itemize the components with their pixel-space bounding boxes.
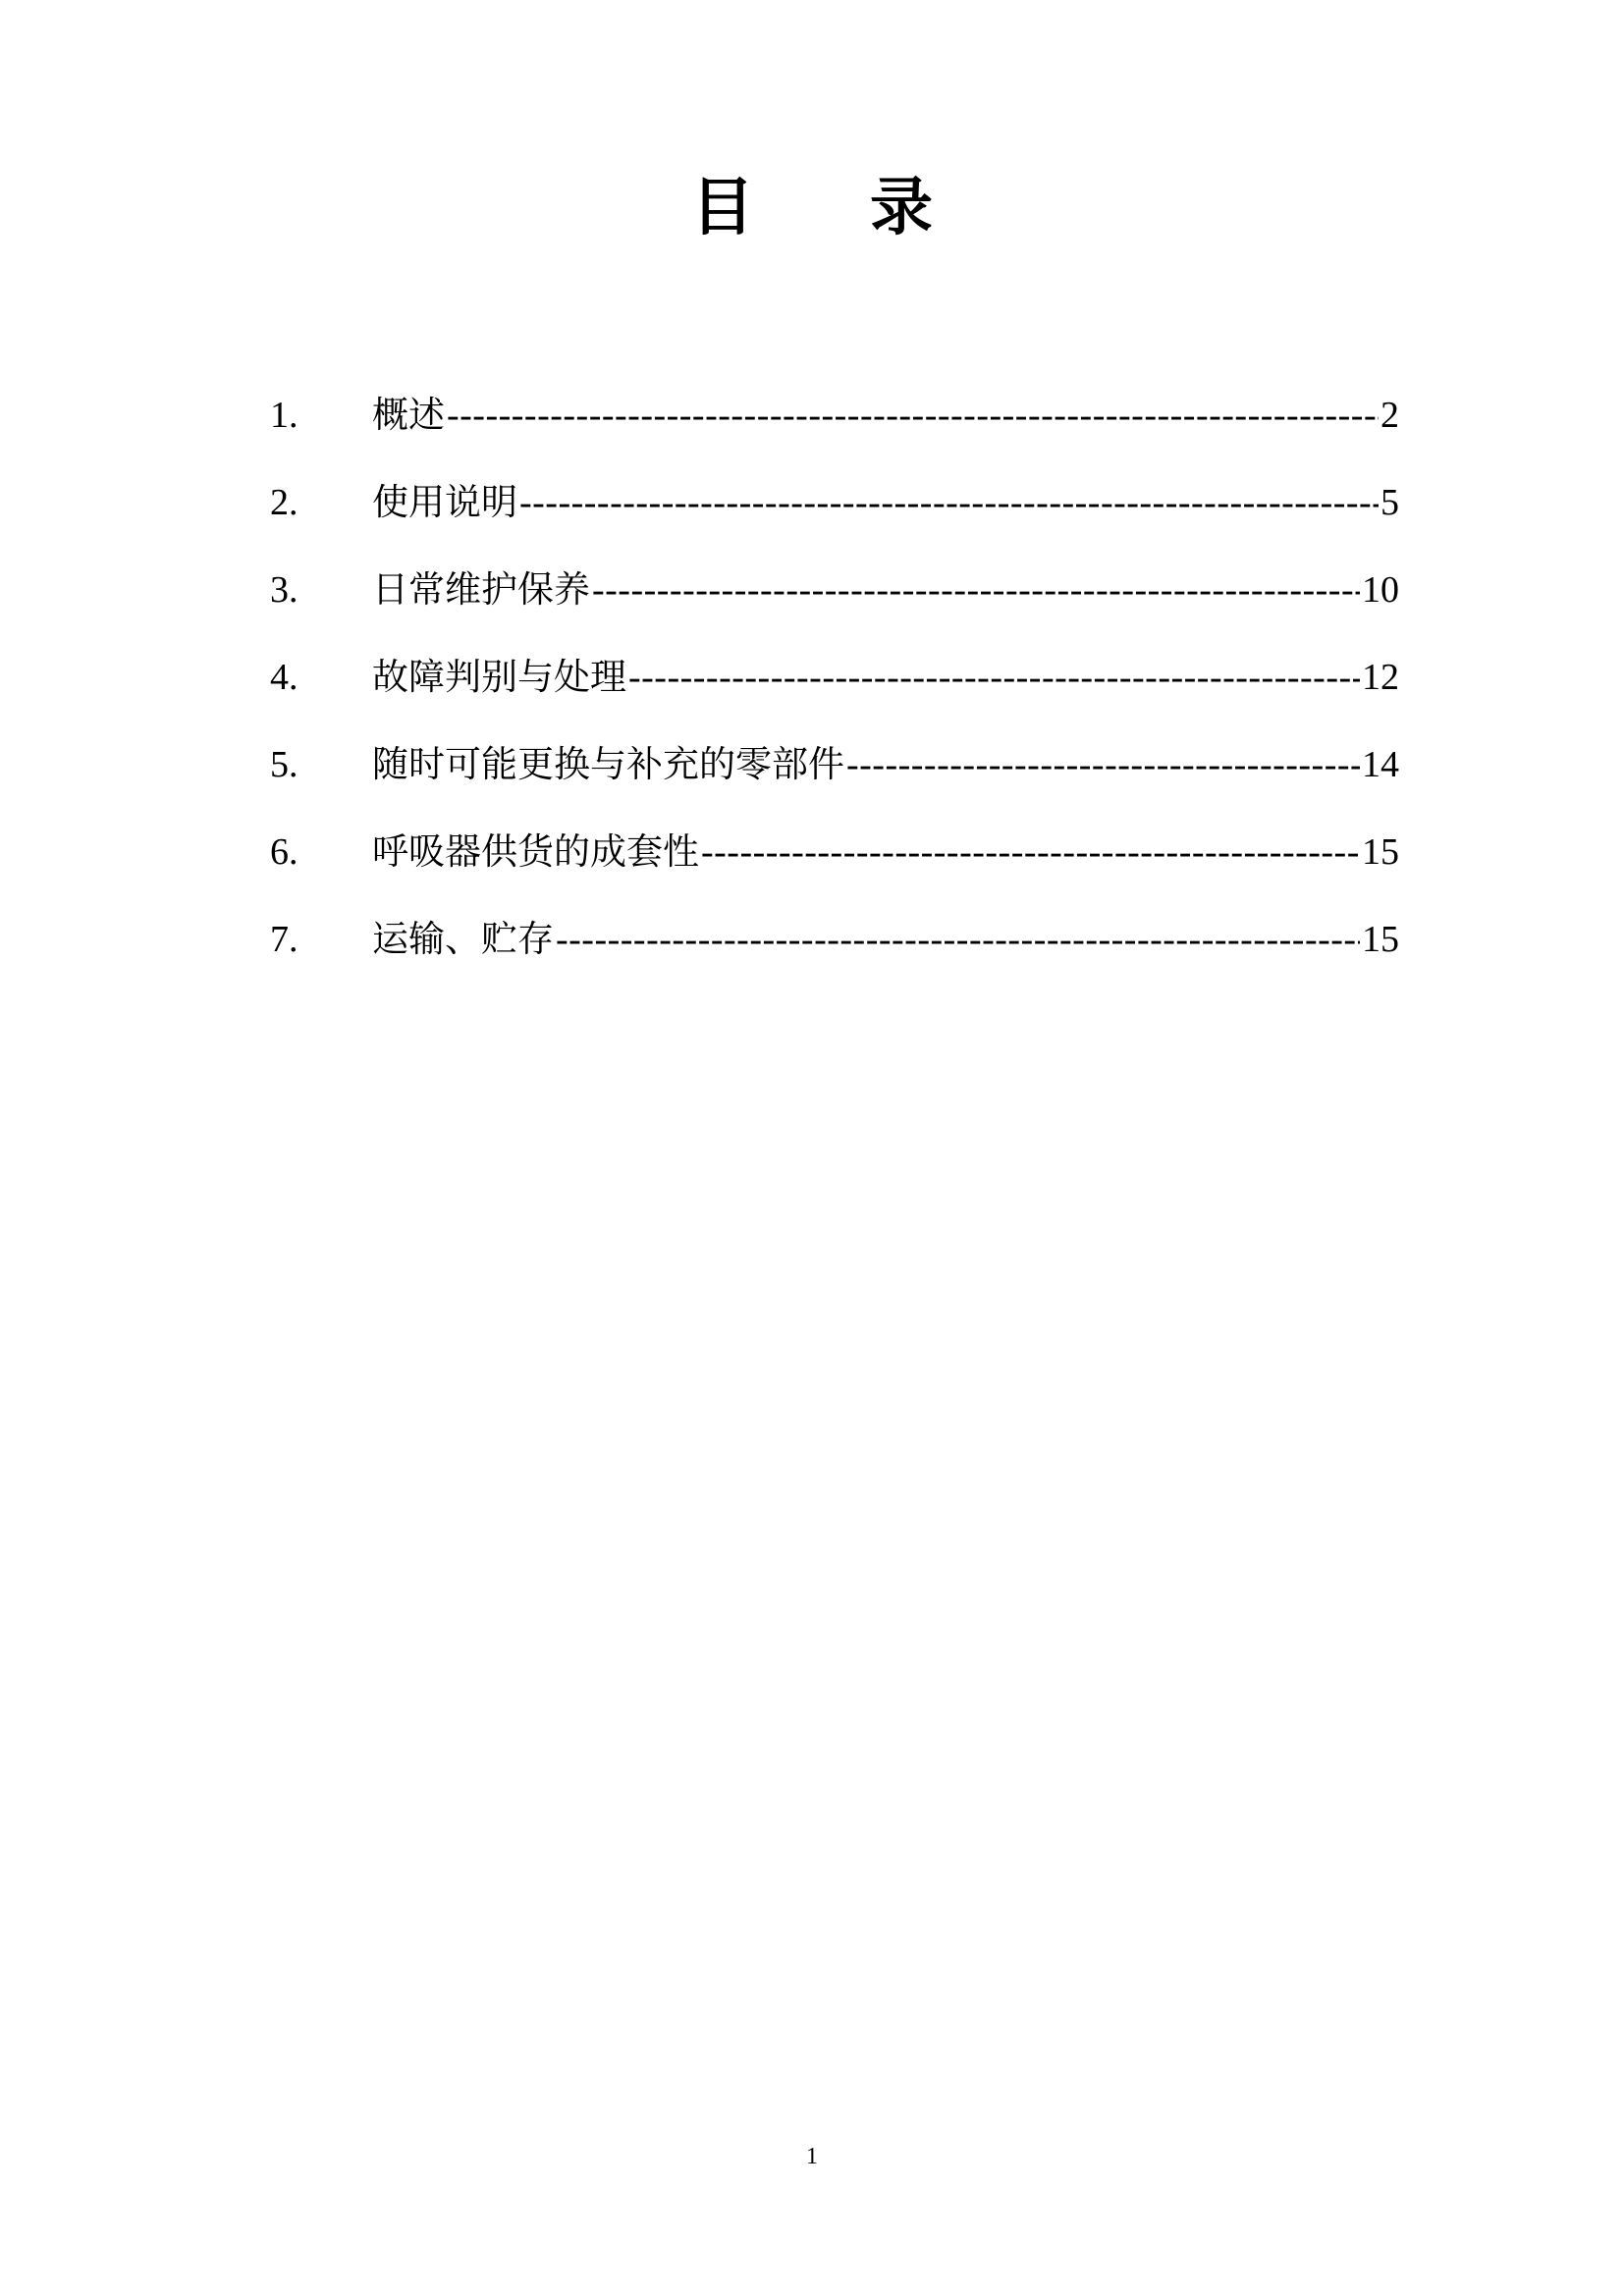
toc-entry-number: 6. bbox=[270, 831, 298, 873]
toc-entry-label: 故障判别与处理 bbox=[372, 656, 626, 698]
toc-entry-label: 随时可能更换与补充的零部件 bbox=[372, 743, 844, 785]
toc-entry-page: 10 bbox=[1362, 569, 1399, 611]
toc-entry[interactable] bbox=[270, 386, 1399, 473]
toc-entry-label: 概述 bbox=[372, 394, 445, 436]
toc-entry-page: 2 bbox=[1380, 395, 1399, 436]
toc-entry[interactable] bbox=[270, 823, 1399, 910]
toc-entry-leader bbox=[701, 823, 1360, 881]
toc-entry-label: 日常维护保养 bbox=[372, 568, 590, 611]
toc-list bbox=[270, 386, 1399, 997]
toc-entry-page: 12 bbox=[1362, 657, 1399, 698]
toc-title-char-1: 目 bbox=[691, 172, 754, 244]
toc-entry-number: 1. bbox=[270, 395, 298, 436]
toc-entry-leader bbox=[628, 648, 1360, 707]
toc-title-char-2: 录 bbox=[870, 172, 933, 244]
toc-entry[interactable] bbox=[270, 648, 1399, 735]
toc-entry-number: 2. bbox=[270, 482, 298, 523]
toc-entry-leader bbox=[447, 386, 1379, 445]
toc-entry-number: 4. bbox=[270, 657, 298, 698]
toc-entry-label: 运输、贮存 bbox=[372, 918, 554, 960]
toc-entry-page: 15 bbox=[1362, 831, 1399, 873]
toc-entry-leader bbox=[556, 910, 1360, 969]
toc-entry-number: 5. bbox=[270, 744, 298, 785]
toc-entry-label: 使用说明 bbox=[372, 481, 517, 523]
page-number: 1 bbox=[806, 2144, 818, 2169]
toc-entry-leader bbox=[519, 473, 1379, 532]
toc-entry[interactable] bbox=[270, 735, 1399, 823]
toc-entry-number: 7. bbox=[270, 919, 298, 960]
toc-title bbox=[0, 169, 1624, 247]
toc-entry-label: 呼吸器供货的成套性 bbox=[372, 830, 699, 873]
toc-entry-leader bbox=[592, 561, 1360, 619]
toc-entry[interactable] bbox=[270, 473, 1399, 561]
toc-entry-page: 15 bbox=[1362, 919, 1399, 960]
toc-entry-page: 5 bbox=[1380, 482, 1399, 523]
toc-entry-number: 3. bbox=[270, 569, 298, 611]
toc-entry[interactable] bbox=[270, 561, 1399, 648]
toc-entry-page: 14 bbox=[1362, 744, 1399, 785]
toc-entry-leader bbox=[846, 735, 1360, 794]
toc-entry[interactable] bbox=[270, 910, 1399, 997]
